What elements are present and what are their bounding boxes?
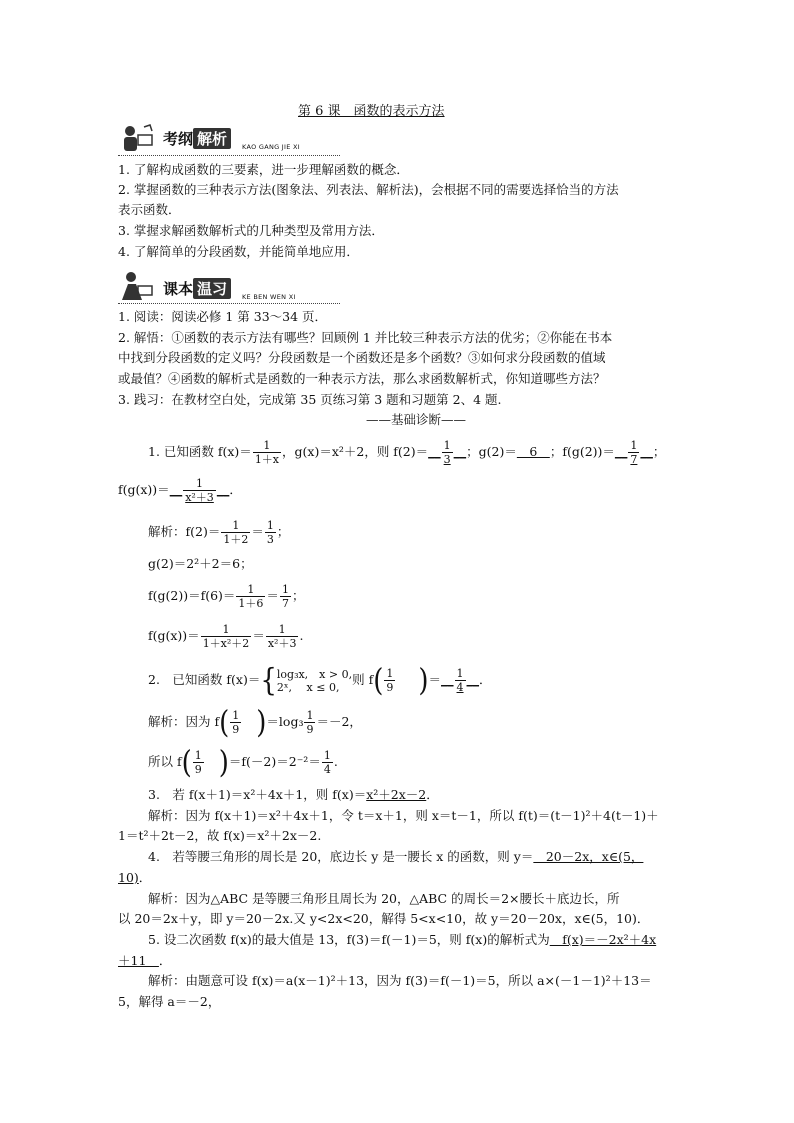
section-outline-en: KAO GANG JIE XI — [242, 143, 300, 151]
section-outline-label-b: 解析 — [193, 128, 231, 149]
outline-item: 2. 掌握函数的三种表示方法(图象法、列表法、解析法)，会根据不同的需要选择恰当的方法 — [118, 182, 619, 197]
page-title-text: 第 6 课 函数的表示方法 — [298, 104, 445, 119]
solution-4-line: 解析：因为△ABC 是等腰三角形且周长为 20，△ABC 的周长＝2×腰长＋底边长，所 — [148, 891, 620, 906]
outline-item: 1. 了解构成函数的三要素，进一步理解函数的概念． — [118, 162, 409, 177]
q1-answer-2: 6 — [516, 444, 550, 459]
outline-item: 表示函数． — [118, 202, 181, 217]
solution-2-line-1: 解析：因为 f( $\frac{1}{9}$ )＝log₃ $\frac{1}{9}$ ＝－2， — [148, 704, 362, 741]
q1-answer-4: $\frac{1}{\text{x²＋3}}$ — [185, 477, 214, 504]
question-1-line-2: f(g(x))＝__ $\frac{1}{\text{x²＋3}}$ __． — [118, 477, 242, 504]
solution-1-line-2: g(2)＝2²＋2＝6； — [148, 556, 253, 571]
section-review-label-b: 温习 — [193, 278, 231, 299]
q1-text: ． — [229, 482, 242, 497]
q1-text: ，g(x)＝x²＋2，则 f(2)＝ — [282, 444, 429, 459]
q1-text: f(g(x))＝ — [118, 482, 170, 497]
q1-text: ； — [652, 444, 666, 459]
q2-text: 2. 已知函数 f(x)＝ — [148, 672, 261, 687]
question-1: 1. 已知函数 f(x)＝ $\frac{1}{1+x}$ ，g(x)＝x²＋2，则 f(2)＝__ $\frac{1}{3}$ __；g(2)＝ 6 ；f(g(2))＝__ $\frac{1}{7}$ __； — [148, 439, 666, 466]
q5-answer: ＋11 — [118, 953, 159, 968]
q4-answer: 10) — [118, 870, 139, 885]
reading-figure-icon — [118, 123, 158, 155]
section-review-en: KE BEN WEN XI — [242, 293, 296, 301]
review-item: 2. 解悟：①函数的表示方法有哪些？回顾例 1 并比较三种表示方法的优劣；②你能在书本 — [118, 330, 613, 345]
reader-figure-icon — [118, 270, 158, 302]
q2-text: 则 f — [352, 672, 374, 687]
question-5-line-2: ＋11 ． — [118, 953, 172, 968]
q5-answer: f(x)＝－2x²＋4x — [549, 932, 657, 947]
question-4: 4. 若等腰三角形的周长是 20，底边长 y 是一腰长 x 的函数，则 y＝ 20－2x，x∈(5， — [148, 849, 644, 864]
question-5: 5. 设二次函数 f(x)的最大值是 13，f(3)＝f(－1)＝5，则 f(x)的解析式为 f(x)＝－2x²＋4x — [148, 932, 657, 947]
question-2: 2. 已知函数 f(x)＝{ log₃x, x > 0, 2ˣ, x ≤ 0, 则 f( $\frac{1}{9}$ )＝__ $\frac{1}{4}$ __． — [148, 662, 492, 699]
solution-4-line: 以 20＝2x＋y，即 y＝20－2x.又 y<2x<20，解得 5<x<10，故 y＝20－20x，x∈(5，10)． — [118, 911, 650, 926]
question-4-line-2: 10)． — [118, 870, 152, 885]
q3-answer: x²＋2x－2 — [366, 787, 427, 802]
review-item: 1. 阅读：阅读必修 1 第 33～34 页． — [118, 309, 328, 324]
question-3: 3. 若 f(x＋1)＝x²＋4x＋1，则 f(x)＝x²＋2x－2． — [148, 787, 439, 802]
section-divider — [118, 155, 340, 156]
solution-3-line: 解析：因为 f(x＋1)＝x²＋4x＋1，令 t＝x＋1，则 x＝t－1，所以 f(t)＝(t－1)²＋4(t－1)＋ — [148, 808, 659, 823]
q1-fraction: $\frac{1}{1+x}$ — [254, 439, 280, 466]
solution-5-line: 5，解得 a＝－2， — [118, 994, 221, 1009]
review-item: 3. 践习：在教材空白处，完成第 35 页练习第 3 题和习题第 2、4 题. — [118, 392, 502, 407]
solution-3-line: 1＝t²＋2t－2，故 f(x)＝x²＋2x－2. — [118, 828, 322, 843]
section-divider — [118, 303, 340, 304]
diagnosis-title-text: 基础诊断 — [391, 412, 442, 427]
section-outline-heading — [163, 128, 231, 149]
review-item: 中找到分段函数的定义吗？分段函数是一个函数还是多个函数？③如何求分段函数的值域 — [118, 350, 606, 365]
review-item: 或最值？④函数的解析式是函数的一种表示方法，那么求函数解析式，你知道哪些方法？ — [118, 371, 606, 386]
q1-text: ；f(g(2))＝ — [549, 444, 615, 459]
q1-answer-1: $\frac{1}{3}$ — [443, 439, 451, 466]
q2-text: ＝ — [428, 672, 442, 687]
q1-answer-3: $\frac{1}{7}$ — [630, 439, 638, 466]
outline-item: 3. 掌握求解函数解析式的几种类型及常用方法． — [118, 223, 384, 238]
solution-5-line: 解析：由题意可设 f(x)＝a(x－1)²＋13，因为 f(3)＝f(－1)＝5，所以 a×(－1－1)²＋13＝ — [148, 973, 652, 988]
q2-piecewise: log₃x, x > 0, 2ˣ, x ≤ 0, — [276, 667, 353, 694]
outline-item: 4. 了解简单的分段函数，并能简单地应用． — [118, 244, 359, 259]
solution-2-line-2: 所以 f( $\frac{1}{9}$ )＝f(－2)＝2⁻²＝ $\frac{1}{4}$ . — [148, 744, 338, 781]
q1-text: ；g(2)＝ — [466, 444, 517, 459]
solution-1-line-4: f(g(x))＝ $\frac{1}{\text{1＋x²＋2}}$ ＝ $\frac{1}{\text{x²＋3}}$ . — [148, 623, 304, 650]
solution-1-line-1: 解析：f(2)＝ $\frac{1}{1+2}$ ＝ $\frac{1}{3}$ ； — [148, 519, 290, 546]
q4-answer: 20－2x，x∈(5， — [533, 849, 644, 864]
solution-1-line-3: f(g(2))＝f(6)＝ $\frac{1}{1+6}$ ＝ $\frac{1}{7}$ ； — [148, 583, 305, 610]
section-review-heading — [163, 278, 231, 299]
q2-answer: $\frac{1}{4}$ — [456, 667, 464, 694]
page-title — [298, 100, 445, 119]
section-review-label-a: 课本 — [163, 280, 194, 298]
q1-text: 1. 已知函数 f(x)＝ — [148, 444, 252, 459]
diagnosis-title: ——基础诊断—— — [366, 412, 467, 427]
section-outline-label-a: 考纲 — [163, 130, 194, 148]
q2-text: ． — [479, 672, 492, 687]
